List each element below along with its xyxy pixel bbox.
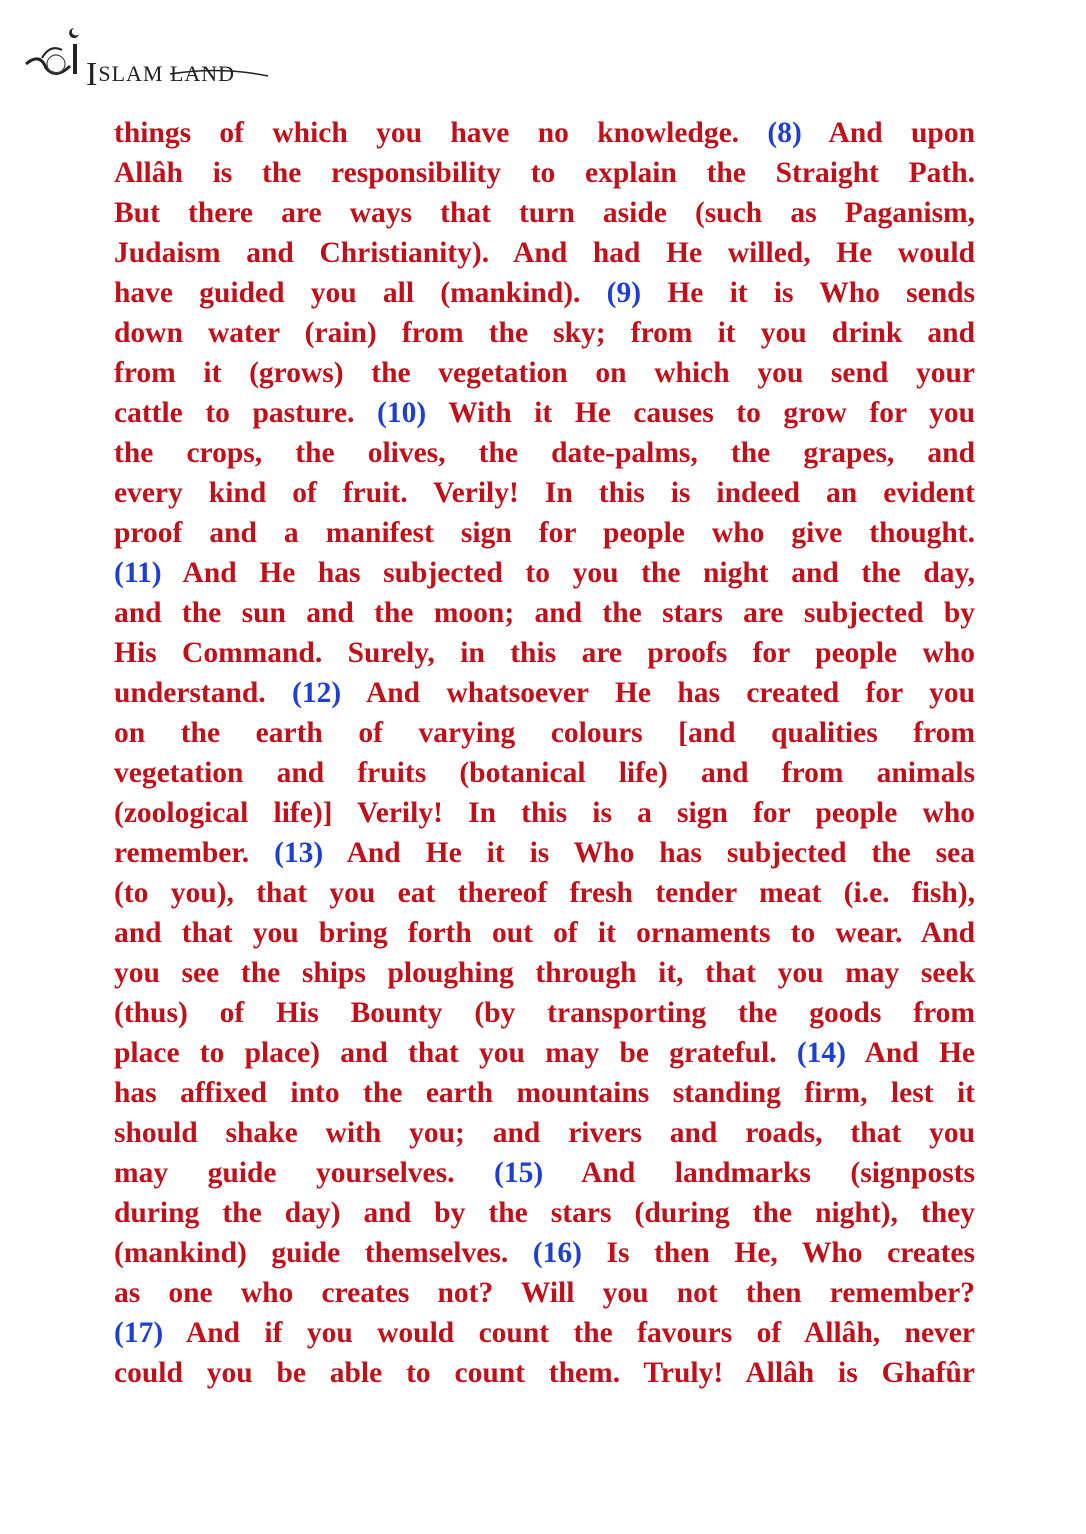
verse-text: during the day) and by the stars (during the night), they bbox=[114, 1197, 975, 1230]
verse-text: you see the ships ploughing through it, that you may seek bbox=[114, 957, 975, 990]
verse-text: With it He causes to grow for you bbox=[426, 397, 975, 430]
verse-text: cattle to pasture. bbox=[114, 397, 377, 430]
verse-text: He it is Who sends bbox=[641, 277, 975, 310]
verse-text: Judaism and Christianity). And had He willed, He would bbox=[114, 237, 975, 270]
text-line bbox=[114, 593, 975, 633]
verse-number: (14) bbox=[796, 1037, 846, 1070]
text-line bbox=[114, 1033, 975, 1073]
verse-number: (16) bbox=[532, 1237, 582, 1270]
verse-text: and that you bring forth out of it ornaments to wear. And bbox=[114, 917, 975, 950]
text-line bbox=[114, 353, 975, 393]
verse-text: (mankind) guide themselves. bbox=[114, 1237, 533, 1270]
text-line bbox=[114, 313, 975, 353]
text-line bbox=[114, 753, 975, 793]
text-line bbox=[114, 633, 975, 673]
logo-initial: I bbox=[86, 56, 99, 93]
text-line bbox=[114, 953, 975, 993]
text-line bbox=[114, 513, 975, 553]
text-line bbox=[114, 913, 975, 953]
text-line bbox=[114, 833, 975, 873]
text-line bbox=[114, 273, 975, 313]
text-line bbox=[114, 673, 975, 713]
logo-rest: SLAM LAND bbox=[98, 61, 236, 86]
verse-text: vegetation and fruits (botanical life) and from animals bbox=[114, 757, 975, 790]
verse-text: But there are ways that turn aside (such as Paganism, bbox=[114, 197, 975, 230]
verse-text: proof and a manifest sign for people who give thought. bbox=[114, 517, 975, 550]
text-line bbox=[114, 473, 975, 513]
text-line bbox=[114, 1233, 975, 1273]
verse-text: And whatsoever He has created for you bbox=[341, 677, 975, 710]
verse-text: understand. bbox=[114, 677, 293, 710]
logo-swoosh-icon bbox=[20, 22, 280, 82]
verse-text: And if you would count the favours of Allâh, never bbox=[163, 1317, 975, 1350]
verse-text: And landmarks (signposts bbox=[543, 1157, 975, 1190]
verse-text: the crops, the olives, the date-palms, the grapes, and bbox=[114, 437, 975, 470]
document-text bbox=[114, 113, 975, 1394]
text-line bbox=[114, 713, 975, 753]
text-line bbox=[114, 113, 975, 153]
verse-text: place to place) and that you may be grateful. bbox=[114, 1037, 797, 1070]
text-line bbox=[114, 1073, 975, 1113]
verse-text: And He it is Who has subjected the sea bbox=[323, 837, 976, 870]
verse-text: on the earth of varying colours [and qualities from bbox=[114, 717, 975, 750]
islamland-logo bbox=[20, 22, 270, 93]
verse-text: (thus) of His Bounty (by transporting the goods from bbox=[114, 997, 975, 1030]
verse-text: from it (grows) the vegetation on which you send your bbox=[114, 357, 975, 390]
text-line bbox=[114, 553, 975, 593]
text-line bbox=[114, 793, 975, 833]
verse-text: may guide yourselves. bbox=[114, 1157, 495, 1190]
text-line bbox=[114, 153, 975, 193]
verse-text: And He bbox=[845, 1037, 975, 1070]
verse-number: (10) bbox=[377, 397, 427, 430]
text-line bbox=[114, 1113, 975, 1153]
text-line bbox=[114, 1313, 975, 1353]
text-line bbox=[114, 1353, 975, 1393]
verse-text: And upon bbox=[801, 117, 975, 149]
verse-text: has affixed into the earth mountains standing firm, lest it bbox=[114, 1077, 975, 1110]
text-line bbox=[114, 1193, 975, 1233]
verse-number: (11) bbox=[114, 557, 162, 590]
verse-text: His Command. Surely, in this are proofs for people who bbox=[114, 637, 975, 670]
verse-text: every kind of fruit. Verily! In this is indeed an evident bbox=[114, 477, 975, 510]
verse-text: and the sun and the moon; and the stars are subjected by bbox=[114, 597, 975, 630]
verse-number: (9) bbox=[606, 277, 642, 310]
text-line bbox=[114, 433, 975, 473]
text-line bbox=[114, 193, 975, 233]
verse-number: (8) bbox=[767, 117, 802, 149]
verse-text: remember. bbox=[114, 837, 275, 870]
text-line bbox=[114, 873, 975, 913]
verse-text: should shake with you; and rivers and roads, that you bbox=[114, 1117, 975, 1150]
verse-text: Is then He, Who creates bbox=[581, 1237, 976, 1270]
text-line bbox=[114, 1153, 975, 1193]
text-line bbox=[114, 233, 975, 273]
verse-text: (zoological life)] Verily! In this is a sign for people who bbox=[114, 797, 975, 830]
verse-number: (12) bbox=[292, 677, 342, 710]
verse-number: (15) bbox=[494, 1157, 544, 1190]
verse-text: could you be able to count them. Truly! Allâh is Ghafûr bbox=[114, 1357, 975, 1390]
verse-number: (17) bbox=[114, 1317, 164, 1350]
verse-text: down water (rain) from the sky; from it you drink and bbox=[114, 317, 975, 350]
text-line bbox=[114, 993, 975, 1033]
verse-number: (13) bbox=[274, 837, 324, 870]
verse-text: as one who creates not? Will you not then remember? bbox=[114, 1277, 975, 1310]
text-line bbox=[114, 393, 975, 433]
verse-text: things of which you have no knowledge. bbox=[114, 117, 768, 149]
verse-text: (to you), that you eat thereof fresh tender meat (i.e. fish), bbox=[114, 877, 975, 910]
verse-text: have guided you all (mankind). bbox=[114, 277, 607, 310]
text-line bbox=[114, 1273, 975, 1313]
verse-text: And He has subjected to you the night and the day, bbox=[161, 557, 975, 590]
verse-text: Allâh is the responsibility to explain the Straight Path. bbox=[114, 157, 975, 190]
